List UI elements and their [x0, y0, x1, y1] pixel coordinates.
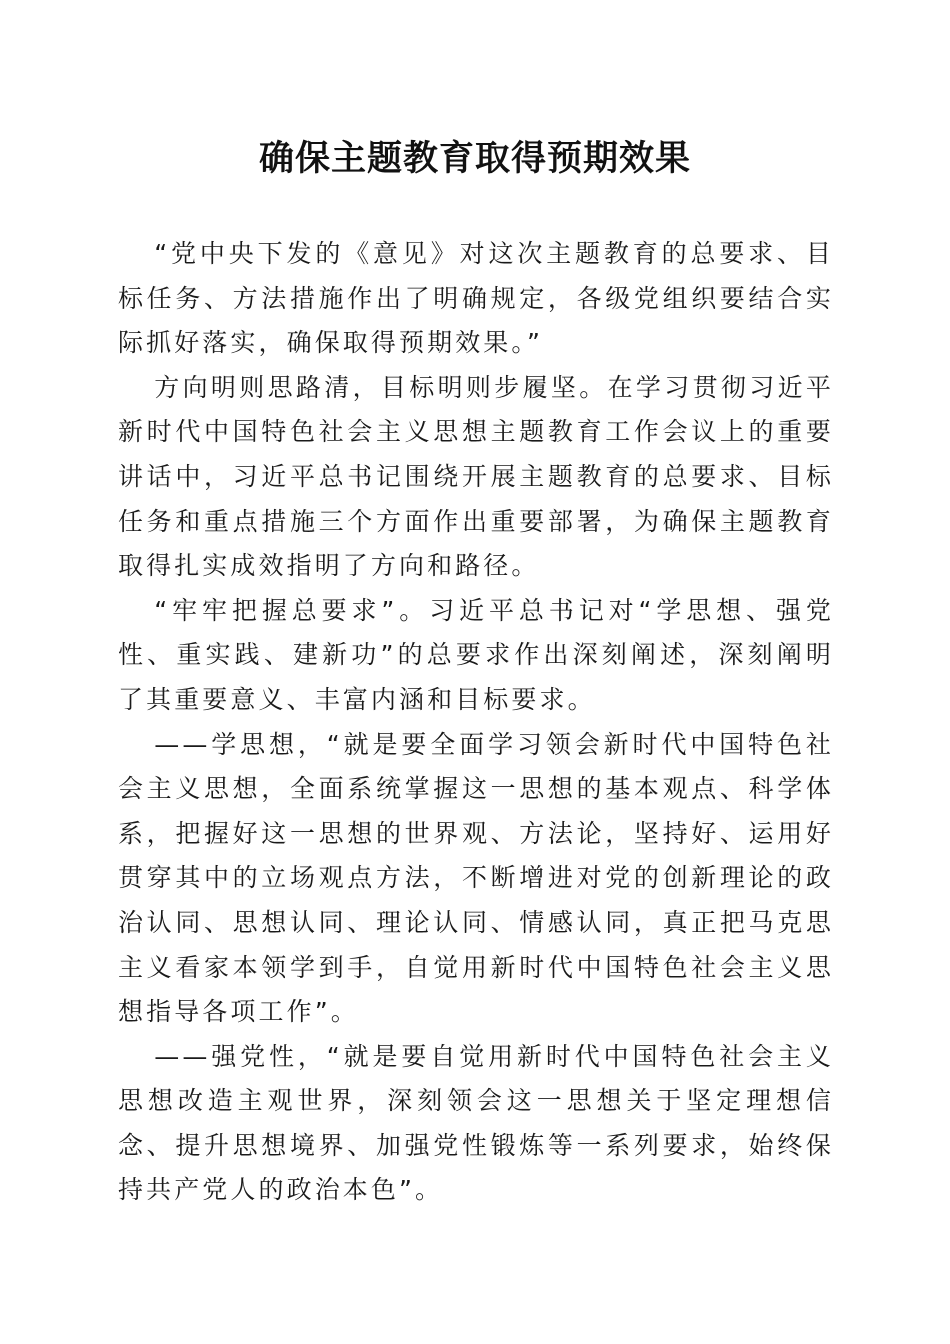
- document-body: [118, 232, 834, 1213]
- paragraph: “牢牢把握总要求”。习近平总书记对“学思想、强党性、重实践、建新功”的总要求作出深刻阐述，深刻阐明了其重要意义、丰富内涵和目标要求。: [118, 595, 834, 714]
- document-title: 确保主题教育取得预期效果: [258, 138, 691, 179]
- paragraph: ——强党性，“就是要自觉用新时代中国特色社会主义思想改造主观世界，深刻领会这一思想关于坚定理想信念、提升思想境界、加强党性锻炼等一系列要求，始终保持共产党人的政治本色”。: [118, 1041, 834, 1205]
- paragraph: 方向明则思路清，目标明则步履坚。在学习贯彻习近平新时代中国特色社会主义思想主题教育工作会议上的重要讲话中，习近平总书记围绕开展主题教育的总要求、目标任务和重点措施三个方面作出重要部署，为确保主题教育取得扎实成效指明了方向和路径。: [118, 372, 834, 581]
- paragraph: “党中央下发的《意见》对这次主题教育的总要求、目标任务、方法措施作出了明确规定，各级党组织要结合实际抓好落实，确保取得预期效果。”: [118, 239, 834, 358]
- paragraph: ——学思想，“就是要全面学习领会新时代中国特色社会主义思想，全面系统掌握这一思想的基本观点、科学体系，把握好这一思想的世界观、方法论，坚持好、运用好贯穿其中的立场观点方法，不断增进对党的创新理论的政治认同、思想认同、理论认同、情感认同，真正把马克思主义看家本领学到手，自觉用新时代中国特色社会主义思想指导各项工作”。: [118, 729, 834, 1027]
